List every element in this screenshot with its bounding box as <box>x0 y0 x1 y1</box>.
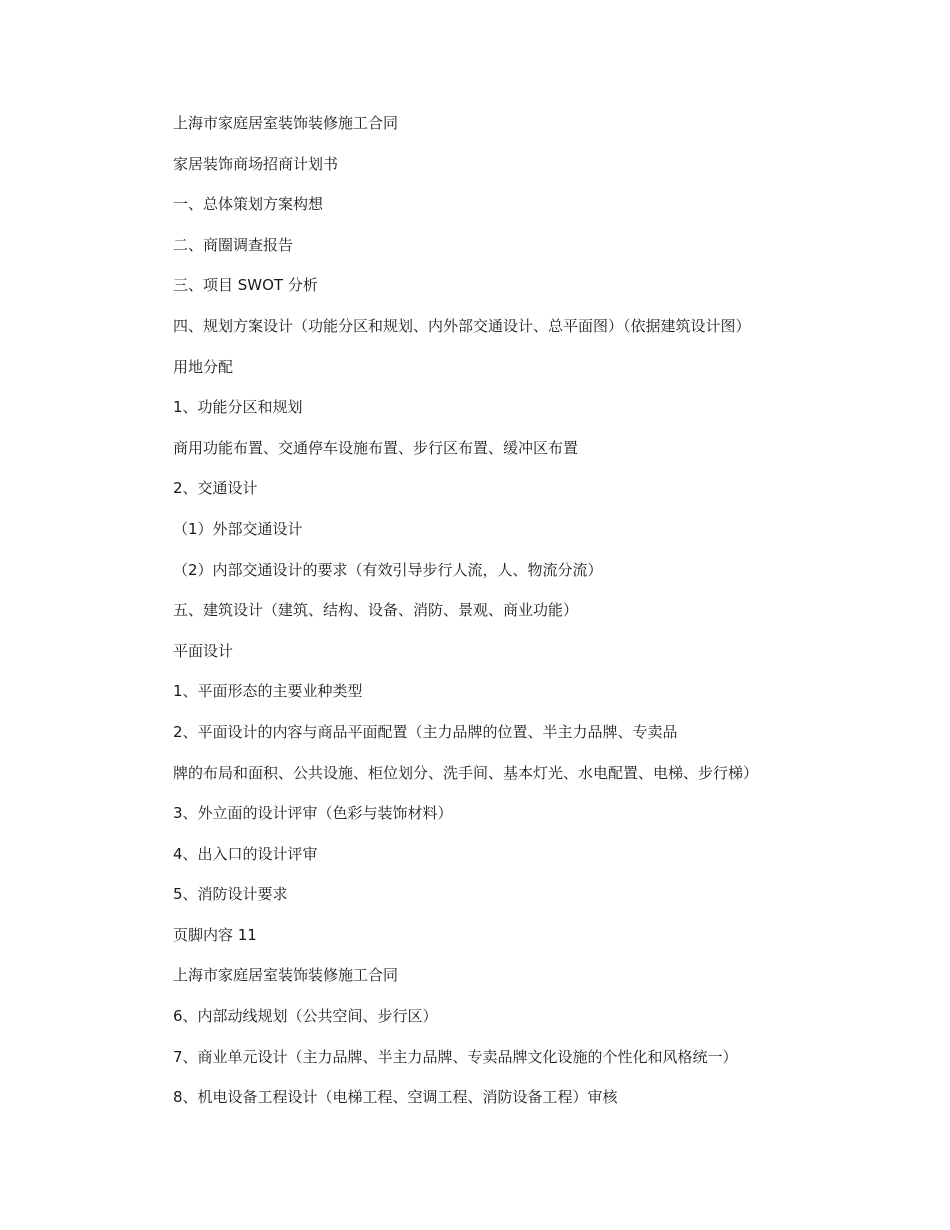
list-item: 1、平面形态的主要业种类型 <box>173 682 363 701</box>
subsection-heading: 用地分配 <box>173 357 234 376</box>
list-item: 5、消防设计要求 <box>173 885 288 904</box>
list-item-continuation: 牌的布局和面积、公共设施、柜位划分、洗手间、基本灯光、水电配置、电梯、步行梯） <box>173 763 759 782</box>
list-item: 1、功能分区和规划 <box>173 398 303 417</box>
paragraph-text: 商用功能布置、交通停车设施布置、步行区布置、缓冲区布置 <box>173 438 579 457</box>
section-heading: 一、总体策划方案构想 <box>173 195 324 214</box>
list-item: 7、商业单元设计（主力品牌、半主力品牌、专卖品牌文化设施的个性化和风格统一） <box>173 1047 738 1066</box>
section-heading: 四、规划方案设计（功能分区和规划、内外部交通设计、总平面图）（依据建筑设计图） <box>173 316 751 335</box>
list-item: 2、平面设计的内容与商品平面配置（主力品牌的位置、半主力品牌、专卖品 <box>173 722 678 741</box>
list-item: 8、机电设备工程设计（电梯工程、空调工程、消防设备工程）审核 <box>173 1088 618 1107</box>
list-item: （2）内部交通设计的要求（有效引导步行人流，人、物流分流） <box>173 560 603 579</box>
list-item: 2、交通设计 <box>173 479 258 498</box>
document-body <box>173 112 873 1127</box>
header-text: 上海市家庭居室装饰装修施工合同 <box>173 966 399 985</box>
list-item: （1）外部交通设计 <box>173 519 303 538</box>
document-title: 家居装饰商场招商计划书 <box>173 154 339 173</box>
footer-text: 页脚内容 11 <box>173 925 257 944</box>
section-heading: 五、建筑设计（建筑、结构、设备、消防、景观、商业功能） <box>173 601 579 620</box>
section-heading: 三、项目 SWOT 分析 <box>173 276 318 295</box>
list-item: 4、出入口的设计评审 <box>173 844 318 863</box>
header-text: 上海市家庭居室装饰装修施工合同 <box>173 114 399 132</box>
subsection-heading: 平面设计 <box>173 641 234 660</box>
section-heading: 二、商圈调查报告 <box>173 235 294 254</box>
list-item: 3、外立面的设计评审（色彩与装饰材料） <box>173 804 453 823</box>
list-item: 6、内部动线规划（公共空间、步行区） <box>173 1007 438 1026</box>
